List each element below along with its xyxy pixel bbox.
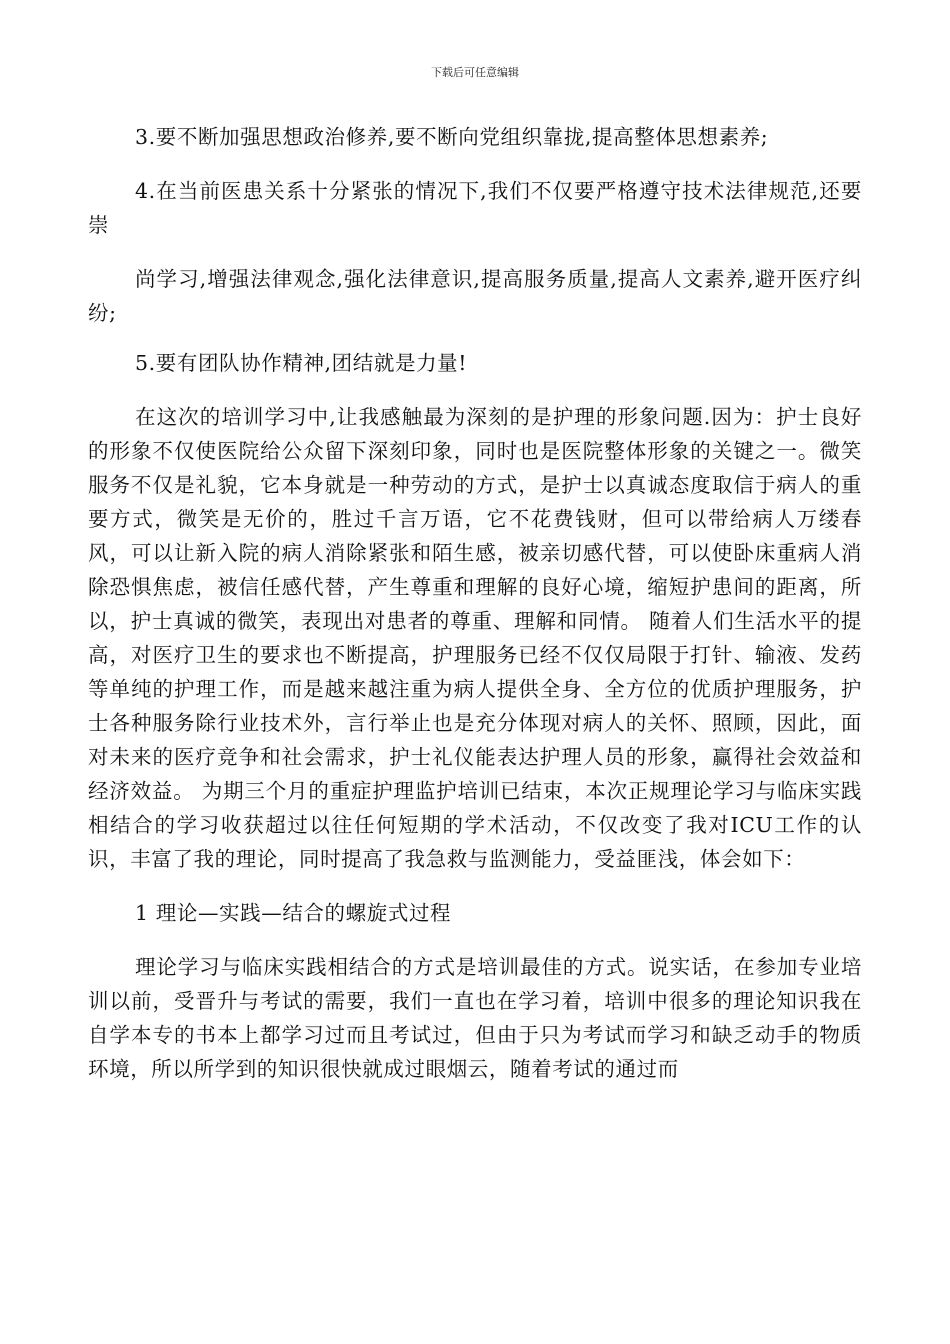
page-header: 下载后可任意编辑 bbox=[431, 66, 519, 79]
paragraph-item-3: 3.要不断加强思想政治修养,要不断向党组织靠拢,提高整体思想素养; bbox=[135, 125, 769, 149]
paragraph-item-5: 5.要有团队协作精神,团结就是力量! bbox=[135, 351, 468, 375]
section-heading-1: 1 理论—实践—结合的螺旋式过程 bbox=[135, 901, 452, 925]
paragraph-item-4-continued: 尚学习,增强法律观念,强化法律意识,提高服务质量,提高人文素养,避开医疗纠纷; bbox=[88, 267, 862, 325]
document-body bbox=[88, 120, 862, 1086]
paragraph-theory-practice: 理论学习与临床实践相结合的方式是培训最佳的方式。说实话，在参加专业培训以前，受晋升与考试的需要，我们一直也在学习着，培训中很多的理论知识我在自学本专的书本上都学习过而且考试过，但由于只为考试而学习和缺乏动手的物质环境，所以所学到的知识很快就成过眼烟云，随着考试的通过而 bbox=[88, 955, 862, 1081]
paragraph-item-4: 4.在当前医患关系十分紧张的情况下,我们不仅要严格遵守技术法律规范,还要崇 bbox=[88, 179, 862, 237]
paragraph-training-reflection: 在这次的培训学习中,让我感触最为深刻的是护理的形象问题.因为：护士良好的形象不仅使医院给公众留下深刻印象，同时也是医院整体形象的关键之一。微笑服务不仅是礼貌，它本身就是一种劳动的方式，是护士以真诚态度取信于病人的重要方式，微笑是无价的，胜过千言万语，它不花费钱财，但可以带给病人万缕春风，可以让新入院的病人消除紧张和陌生感，被亲切感代替，可以使卧床重病人消除恐惧焦虑，被信任感代替，产生尊重和理解的良好心境，缩短护患间的距离，所以，护士真诚的微笑，表现出对患者的尊重、理解和同情。 随着人们生活水平的提高，对医疗卫生的要求也不断提高，护理服务已经不仅仅局限于打针、输液、发药等单纯的护理工作，而是越来越注重为病人提供全身、全方位的优质护理服务，护士各种服务除行业技术外，言行举止也是充分体现对病人的关怀、照顾，因此，面对未来的医疗竞争和社会需求，护士礼仪能表达护理人员的形象，赢得社会效益和经济效益。 为期三个月的重症护理监护培训已结束，本次正规理论学习与临床实践相结合的学习收获超过以往任何短期的学术活动，不仅改变了我对ICU工作的认识，丰富了我的理论，同时提高了我急救与监测能力，受益匪浅，体会如下： bbox=[88, 405, 862, 871]
